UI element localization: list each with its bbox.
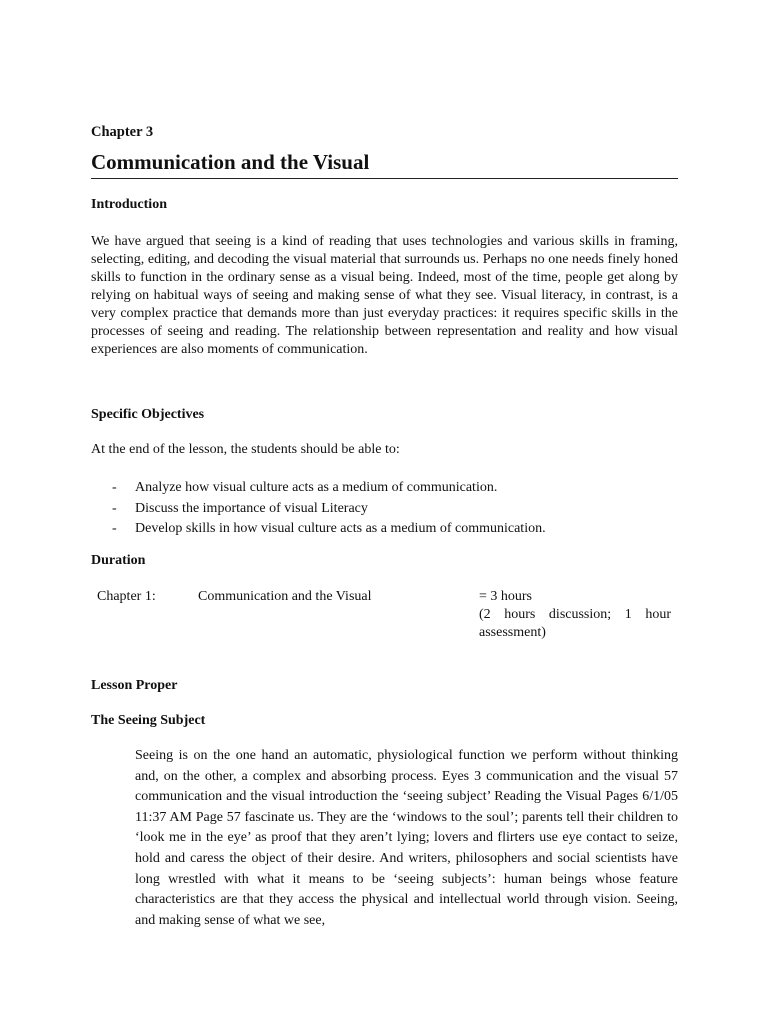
chapter-label: Chapter 3 bbox=[91, 124, 154, 140]
list-item bbox=[112, 499, 678, 520]
bullet-dash: - bbox=[112, 480, 117, 495]
objectives-list bbox=[112, 478, 678, 540]
lesson-subheading: The Seeing Subject bbox=[91, 713, 206, 728]
duration-heading: Duration bbox=[91, 553, 146, 568]
lesson-paragraph: Seeing is on the one hand an automatic, physiological function we perform without thinking and, on the other, a complex and absorbing process. Eyes 3 communication and the visual 57 communication and the visual introduction the ‘seeing subject’ Reading the Visual Pages 6/1/05 11:37 AM Page 57 fascinate us. They are the ‘windows to the soul’; parents tell their children to ‘look me in the eye’ as proof that they aren’t lying; lovers and flirters use eye contact to seize, hold and caress the object of their desire. And writers, philosophers and social scientists have long wrestled with what it means to be ‘seeing subjects’: human beings whose feature characteristics are that they access the physical and intellectual world through vision. Seeing, and making sense of what we see, bbox=[135, 748, 678, 928]
duration-hours-cell bbox=[479, 588, 671, 642]
introduction-heading: Introduction bbox=[91, 197, 167, 212]
duration-chapter: Chapter 1: bbox=[97, 589, 156, 604]
lesson-heading: Lesson Proper bbox=[91, 678, 178, 693]
chapter-title: Communication and the Visual bbox=[91, 150, 370, 174]
list-item bbox=[112, 519, 678, 540]
objectives-heading: Specific Objectives bbox=[91, 407, 205, 422]
objective-text: Discuss the importance of visual Literacy bbox=[135, 500, 368, 516]
duration-topic: Communication and the Visual bbox=[198, 589, 372, 604]
duration-hours: = 3 hours bbox=[479, 589, 533, 604]
bullet-dash: - bbox=[112, 500, 117, 516]
objective-text: Develop skills in how visual culture acts as a medium of communication. bbox=[135, 521, 546, 536]
list-item bbox=[112, 478, 678, 499]
title-divider bbox=[91, 178, 678, 179]
objectives-intro: At the end of the lesson, the students should be able to: bbox=[91, 442, 400, 457]
duration-note: (2 hours discussion; 1 hour assessment) bbox=[479, 607, 671, 640]
introduction-paragraph: We have argued that seeing is a kind of reading that uses technologies and various skills in framing, selecting, editing, and decoding the visual material that surrounds us. Perhaps no one needs finely honed skills to function in the ordinary sense as a visual being. Indeed, most of the time, people get along by relying on habitual ways of seeing and making sense of what they see. Visual literacy, in contrast, is a very complex practice that demands more than just everyday practices: it requires specific skills in the processes of seeing and reading. The relationship between representation and reality and how visual experiences are also moments of communication. bbox=[91, 234, 678, 357]
bullet-dash: - bbox=[112, 521, 117, 536]
objective-text: Analyze how visual culture acts as a medium of communication. bbox=[135, 480, 498, 495]
